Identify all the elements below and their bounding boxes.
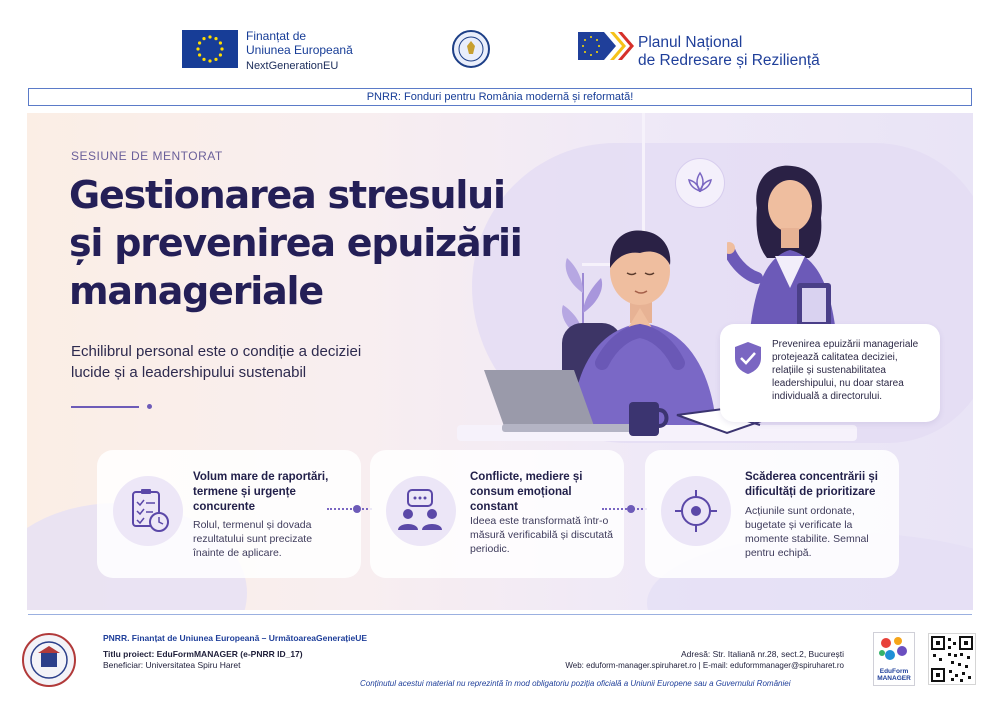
eu-line-3: NextGenerationEU — [246, 60, 339, 72]
pnrr-logo — [578, 30, 634, 64]
lotus-icon — [675, 158, 725, 208]
eu-funding-text — [246, 29, 353, 73]
connector-dot — [353, 505, 361, 513]
eu-flag-logo — [182, 30, 238, 68]
connector-line — [327, 508, 372, 510]
session-kicker: SESIUNE DE MENTORAT — [71, 149, 223, 163]
poster-title — [69, 171, 589, 315]
divider-dot — [147, 404, 152, 409]
government-seal-icon — [452, 30, 490, 68]
title-line-1: Gestionarea stresului — [69, 173, 505, 217]
stressor-card-reporting — [97, 450, 361, 578]
pnrr-line-2: de Redresare și Reziliență — [638, 52, 820, 69]
shield-check-icon — [732, 340, 764, 376]
title-line-2: și prevenirea epuizării — [69, 221, 522, 265]
checklist-clock-icon — [113, 476, 183, 546]
footer-divider — [28, 614, 972, 615]
card-body: Rolul, termenul și dovada rezultatului sunt precizate înainte de aplicare. — [193, 519, 313, 559]
card-title: Conflicte, mediere și consum emoțional constant — [470, 471, 583, 513]
connector-line — [602, 508, 647, 510]
card-body: Acțiunile sunt ordonate, bugetate și verificate la momente stabilite. Semnal pentru echipă. — [745, 505, 869, 559]
pnrr-title — [638, 34, 820, 70]
target-crosshair-icon — [661, 476, 731, 546]
pnrr-line-1: Planul Național — [638, 34, 743, 51]
card-title: Scăderea concentrării și dificultăți de prioritizare — [745, 471, 878, 498]
footer-disclaimer: Conținutul acestui material nu reprezintă în mod obligatoriu poziția oficială a Uniunii Europene sau a Guvernului României — [360, 679, 791, 688]
footer-beneficiary: Beneficiar: Universitatea Spiru Haret — [103, 660, 241, 670]
eu-line-1: Finanțat de — [246, 29, 307, 43]
laptop-icon — [482, 368, 642, 438]
eduform-logo-line-1: EduForm — [879, 668, 909, 675]
footer-address: Adresă: Str. Italiană nr.28, sect.2, București — [680, 649, 844, 659]
footer-web-email: Web: eduform-manager.spiruharet.ro | E-mail: eduformmanager@spiruharet.ro — [565, 661, 844, 670]
qr-code[interactable] — [928, 633, 976, 685]
card-title: Volum mare de raportări, termene și urgențe concurente — [193, 471, 329, 513]
stressor-card-focus — [645, 450, 899, 578]
two-people-chat-icon — [386, 476, 456, 546]
mug-icon — [627, 398, 671, 438]
poster-subtitle: Echilibrul personal este o condiție a deciziei lucide și a leadershipului sustenabil — [71, 343, 362, 381]
footer-funding: PNRR. Finanțat de Uniunea Europeană – UrmătoareaGenerațieUE — [103, 633, 368, 643]
mentoring-poster — [27, 113, 973, 610]
info-card-text: Prevenirea epuizării manageriale protejează calitatea deciziei, relațiile și sustenabilitatea leadershipului, nu doar starea individuală a directorului. — [772, 339, 919, 402]
university-seal-logo — [22, 633, 76, 687]
title-line-3: manageriale — [69, 269, 323, 313]
divider-line — [71, 406, 139, 408]
stressor-card-conflicts — [370, 450, 624, 578]
card-body: Ideea este transformată într-o măsură verificabilă și discutată periodic. — [470, 515, 613, 555]
funding-banner: PNRR: Fonduri pentru România modernă și reformată! — [28, 88, 972, 106]
eduform-logo-text — [873, 668, 915, 682]
connector-dot — [627, 505, 635, 513]
prevention-info-card — [720, 324, 940, 422]
eu-line-2: Uniunea Europeană — [246, 43, 353, 57]
footer-project: Titlu proiect: EduFormMANAGER (e-PNRR ID_17) — [103, 649, 303, 659]
eduform-logo-line-2: MANAGER — [877, 675, 911, 682]
